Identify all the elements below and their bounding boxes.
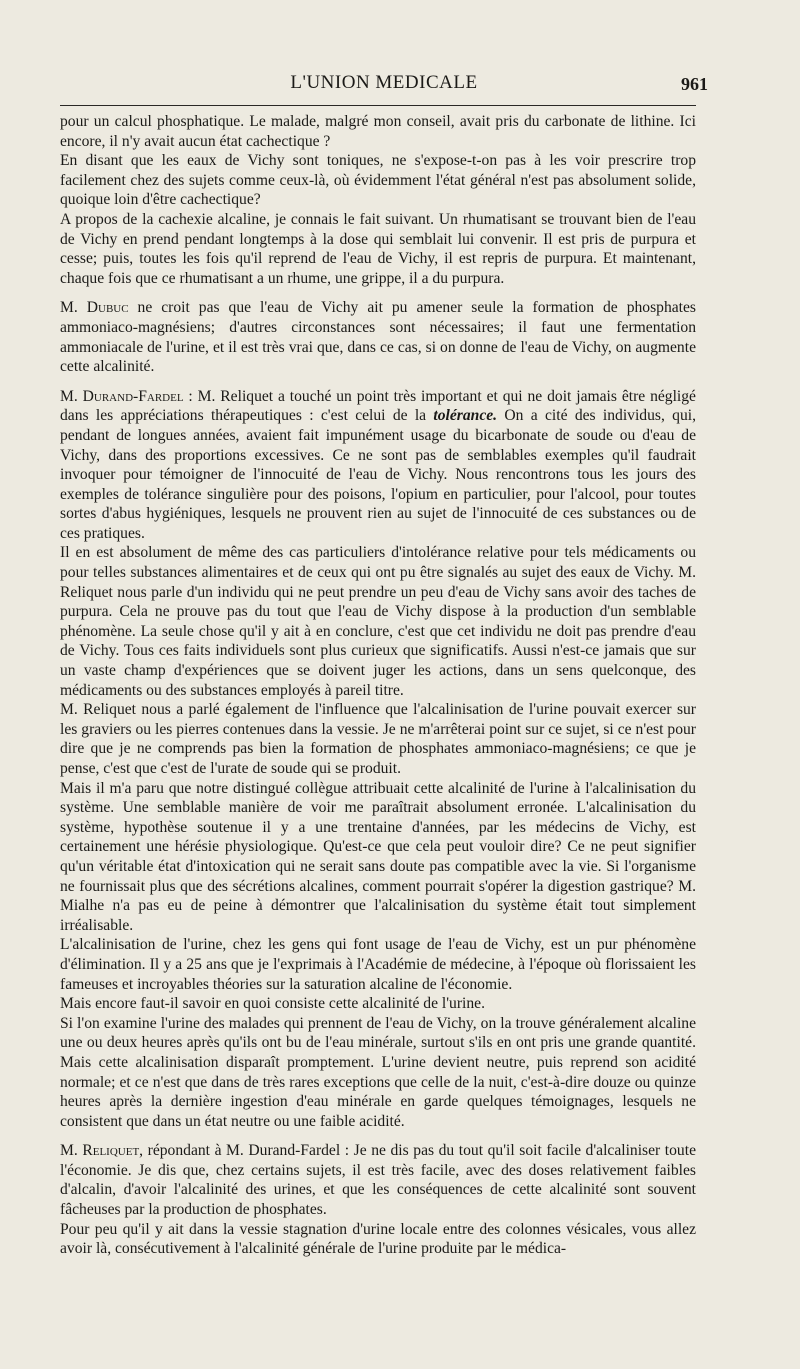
paragraph: pour un calcul phosphatique. Le malade, malgré mon conseil, avait pris du carbonate de lithine. Ici encore, il n'y avait aucun état cachectique ? (60, 113, 696, 150)
paragraph: En disant que les eaux de Vichy sont toniques, ne s'expose-t-on pas à les voir prescrire trop facilement chez des sujets comme ceux-là, où évidemment l'état général n'est pas absolument solide, quoique loin d'être cachectique? (60, 152, 696, 209)
paragraph: Il en est absolument de même des cas particuliers d'intolérance relative pour tels médicaments ou pour telles substances alimentaires et de ceux qui ont pu être signalés au sujet des eaux de Vichy. M. Reliquet nous parle d'un individu qui ne peut prendre un peu d'eau de Vichy sans avoir des taches de purpura. Cela ne prouve pas du tout que l'eau de Vichy dispose à la production d'un semblable phénomène. La seule chose qu'il y ait à en conclure, c'est que cet individu ne doit pas prendre d'eau de Vichy. Tous ces faits individuels sont plus curieux que significatifs. Aussi n'est-ce jamais que sur un vaste champ d'expériences que se doivent juger les actions, dans un sens quelconque, des médicaments ou des substances employés à pareil titre. (60, 544, 696, 699)
header-rule (60, 105, 696, 106)
paragraph: Mais il m'a paru que notre distingué collègue attribuait cette alcalinité de l'urine à l'alcalinisation du système. Une semblable manière de voir me paraîtrait absolument erronée. L'alcalinisation du système, hypothèse soutenue il y a une trentaine d'années, par les médecins de Vichy, est certainement une hérésie physiologique. Qu'est-ce que cela peut vouloir dire? Ce ne peut signifier qu'un véritable état d'intoxication qui ne serait sans doute pas compatible avec la vie. Si l'organisme ne fournissait plus que des sécrétions alcalines, comment pourrait s'opérer la digestion gastrique? M. Mialhe n'a pas eu de peine à démontrer que l'alcalinisation du système était tout simplement irréalisable. (60, 779, 696, 934)
running-title: L'UNION MEDICALE (290, 72, 478, 93)
paragraph-text: On a cité des individus, qui, pendant de longues années, avaient fait impunément usage du bicarbonate de soude ou d'eau de Vichy, dans des proportions excessives. Ce ne sont pas de semblables exemples qu'il faudrait invoquer pour témoigner de l'innocuité de l'eau de Vichy. Nous rencontrons tous les jours des exemples de tolérance singulière pour des poisons, l'opium en particulier, pour l'alcool, pour toutes sortes d'abus hygiéniques, lesquels ne prouvent rien au sujet de l'innocuité de ces substances ou de ces pratiques. (60, 407, 696, 542)
paragraph: L'alcalinisation de l'urine, chez les gens qui font usage de l'eau de Vichy, est un pur phénomène d'élimination. Il y a 25 ans que je l'exprimais à l'Académie de médecine, à l'époque où florissaient les fameuses et incroyables théories sur la saturation alcaline de l'économie. (60, 936, 696, 993)
page-number: 961 (681, 74, 708, 94)
page-header (60, 70, 708, 104)
speaker-name: M. Dubuc (60, 299, 129, 317)
speaker-name: M. Reliquet (60, 1142, 140, 1160)
speaker-name: M. Durand-Fardel (60, 387, 184, 405)
paragraph: M. Reliquet nous a parlé également de l'influence que l'alcalinisation de l'urine pouvait exercer sur les graviers ou les pierres contenues dans la vessie. Je ne m'arrêterai point sur ce sujet, si ce n'est pour dire que je ne comprends pas bien la formation de phosphates ammoniaco-magnésiens; ce que je pense, c'est que c'est de l'urate de soude qui se produit. (60, 701, 696, 777)
paragraph-gap (60, 288, 696, 298)
paragraph-gap (60, 1131, 696, 1141)
paragraph: Si l'on examine l'urine des malades qui prennent de l'eau de Vichy, on la trouve généralement alcaline une ou deux heures après qu'ils ont bu de l'eau minérale, surtout s'ils en ont pris une grande quantité. Mais cette alcalinisation disparaît promptement. L'urine devient neutre, puis reprend son acidité normale; et ce n'est que dans de très rares exceptions que celle de la nuit, c'est-à-dire douze ou quinze heures après la dernière ingestion d'eau minérale en garde quelques témoignages, lesquels ne consistent que dans un état neutre ou une faible acidité. (60, 1014, 696, 1130)
body-text (60, 112, 696, 1259)
emphasis-text: tolérance. (433, 407, 498, 425)
paragraph-text: : M. Reliquet a touché un point très important et qui ne doit jamais être négligé dans les appréciations thérapeutiques : c'est celui de la (60, 387, 696, 425)
paragraph-gap (60, 377, 696, 387)
paragraph-text: , répondant à M. Durand-Fardel : Je ne dis pas du tout qu'il soit facile d'alcaliniser toute l'économie. Je dis que, chez certains sujets, il est très facile, avec des doses relativement faibles d'alcalin, d'avoir l'alcalinité des urines, et que les conséquences de cette alcalinité sont souvent fâcheuses par la production de phosphates. (60, 1142, 696, 1219)
paragraph (60, 1141, 696, 1219)
paragraph (60, 298, 696, 376)
paragraph-text: ne croit pas que l'eau de Vichy ait pu amener seule la formation de phosphates ammoniaco-magnésiens; d'autres circonstances sont nécessaires; il faut une fermentation ammoniacale de l'urine, et il est très vrai que, dans ce cas, si on donne de l'eau de Vichy, on augmente cette alcalinité. (60, 299, 696, 376)
paragraph: Mais encore faut-il savoir en quoi consiste cette alcalinité de l'urine. (60, 995, 485, 1013)
paragraph: Pour peu qu'il y ait dans la vessie stagnation d'urine locale entre des colonnes vésicales, vous allez avoir là, consécutivement à l'alcalinité générale de l'urine produite par le médica- (60, 1220, 696, 1258)
paragraph (60, 387, 696, 544)
paragraph: A propos de la cachexie alcaline, je connais le fait suivant. Un rhumatisant se trouvant bien de l'eau de Vichy en prend pendant longtemps à la dose qui semblait lui convenir. Il est pris de purpura et cesse; puis, toutes les fois qu'il reprend de l'eau de Vichy, il est repris de purpura. Et maintenant, chaque fois que ce rhumatisant a un rhume, une grippe, il a du purpura. (60, 210, 696, 287)
